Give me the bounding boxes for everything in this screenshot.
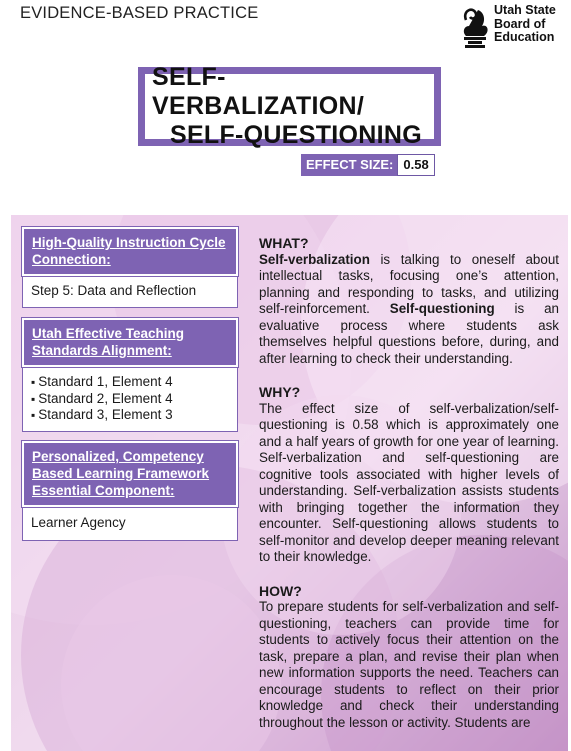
cycle-connection-heading: High-Quality Instruction Cycle Connection: — [22, 227, 238, 276]
teaching-standards-box — [22, 318, 238, 432]
standard-item: ▪ Standard 2, Element 4 — [31, 391, 229, 408]
practice-category-label: EVIDENCE-BASED PRACTICE — [20, 4, 259, 22]
effect-size-badge — [301, 154, 435, 176]
framework-component-value: Learner Agency — [31, 515, 126, 530]
why-paragraph: The effect size of self-verbalization/self-questioning is 0.58 which is approximately one and a half years of growth for one year of learning. Self-verbalization and self-questioning are cognitive tools associated with higher levels of understanding. Self-verbalization assists students with bringing together the information they encounter. Self-questioning allows students to self-monitor and develop deeper meaning relevant to their knowledge. — [259, 400, 559, 564]
standard-item: ▪ Standard 3, Element 3 — [31, 407, 229, 424]
title-line-2: SELF-QUESTIONING — [169, 121, 422, 149]
practice-title-box — [138, 63, 441, 149]
title-line-1: SELF-VERBALIZATION/ — [152, 63, 365, 120]
how-heading: HOW? — [259, 582, 302, 599]
how-paragraph: To prepare students for self-verbalization and self-questioning, teachers can provide time for students to actively focus their attention on the task, prepare a plan, and revise their plan when new information supports the need. Teachers can encourage students to reflect on their prior knowledge and check their understanding throughout the lesson or activity. Students are — [259, 599, 559, 730]
cycle-connection-box — [22, 227, 238, 308]
lamp-of-learning-icon — [458, 4, 492, 48]
what-paragraph: Self-verbalization is talking to oneself about intellectual tasks, focusing one’s attention, planning and responding to tasks, and utilizing self-reinforcement. Self-questioning is an evaluative process where students ask themselves helpful questions before, during, and after learning to check their understanding. — [259, 251, 560, 366]
framework-component-heading: Personalized, Competency Based Learning Framework Essential Component: — [22, 441, 238, 507]
framework-component-box — [22, 441, 238, 541]
cycle-connection-value: Step 5: Data and Reflection — [31, 283, 197, 298]
main-content — [259, 235, 559, 731]
why-heading: WHY? — [259, 384, 301, 400]
content-panel — [11, 215, 568, 751]
standard-item: ▪ Standard 1, Element 4 — [31, 374, 229, 391]
term-self-verbalization: Self-verbalization — [259, 251, 370, 267]
term-self-questioning: Self-questioning — [389, 301, 495, 316]
effect-size-label: EFFECT SIZE: — [301, 154, 397, 176]
teaching-standards-heading: Utah Effective Teaching Standards Alignment: — [22, 318, 238, 367]
effect-size-value: 0.58 — [397, 154, 434, 176]
usbe-wordmark: Utah State Board of Education — [494, 3, 556, 44]
usbe-logo — [458, 2, 568, 48]
what-heading: WHAT? — [259, 235, 309, 251]
